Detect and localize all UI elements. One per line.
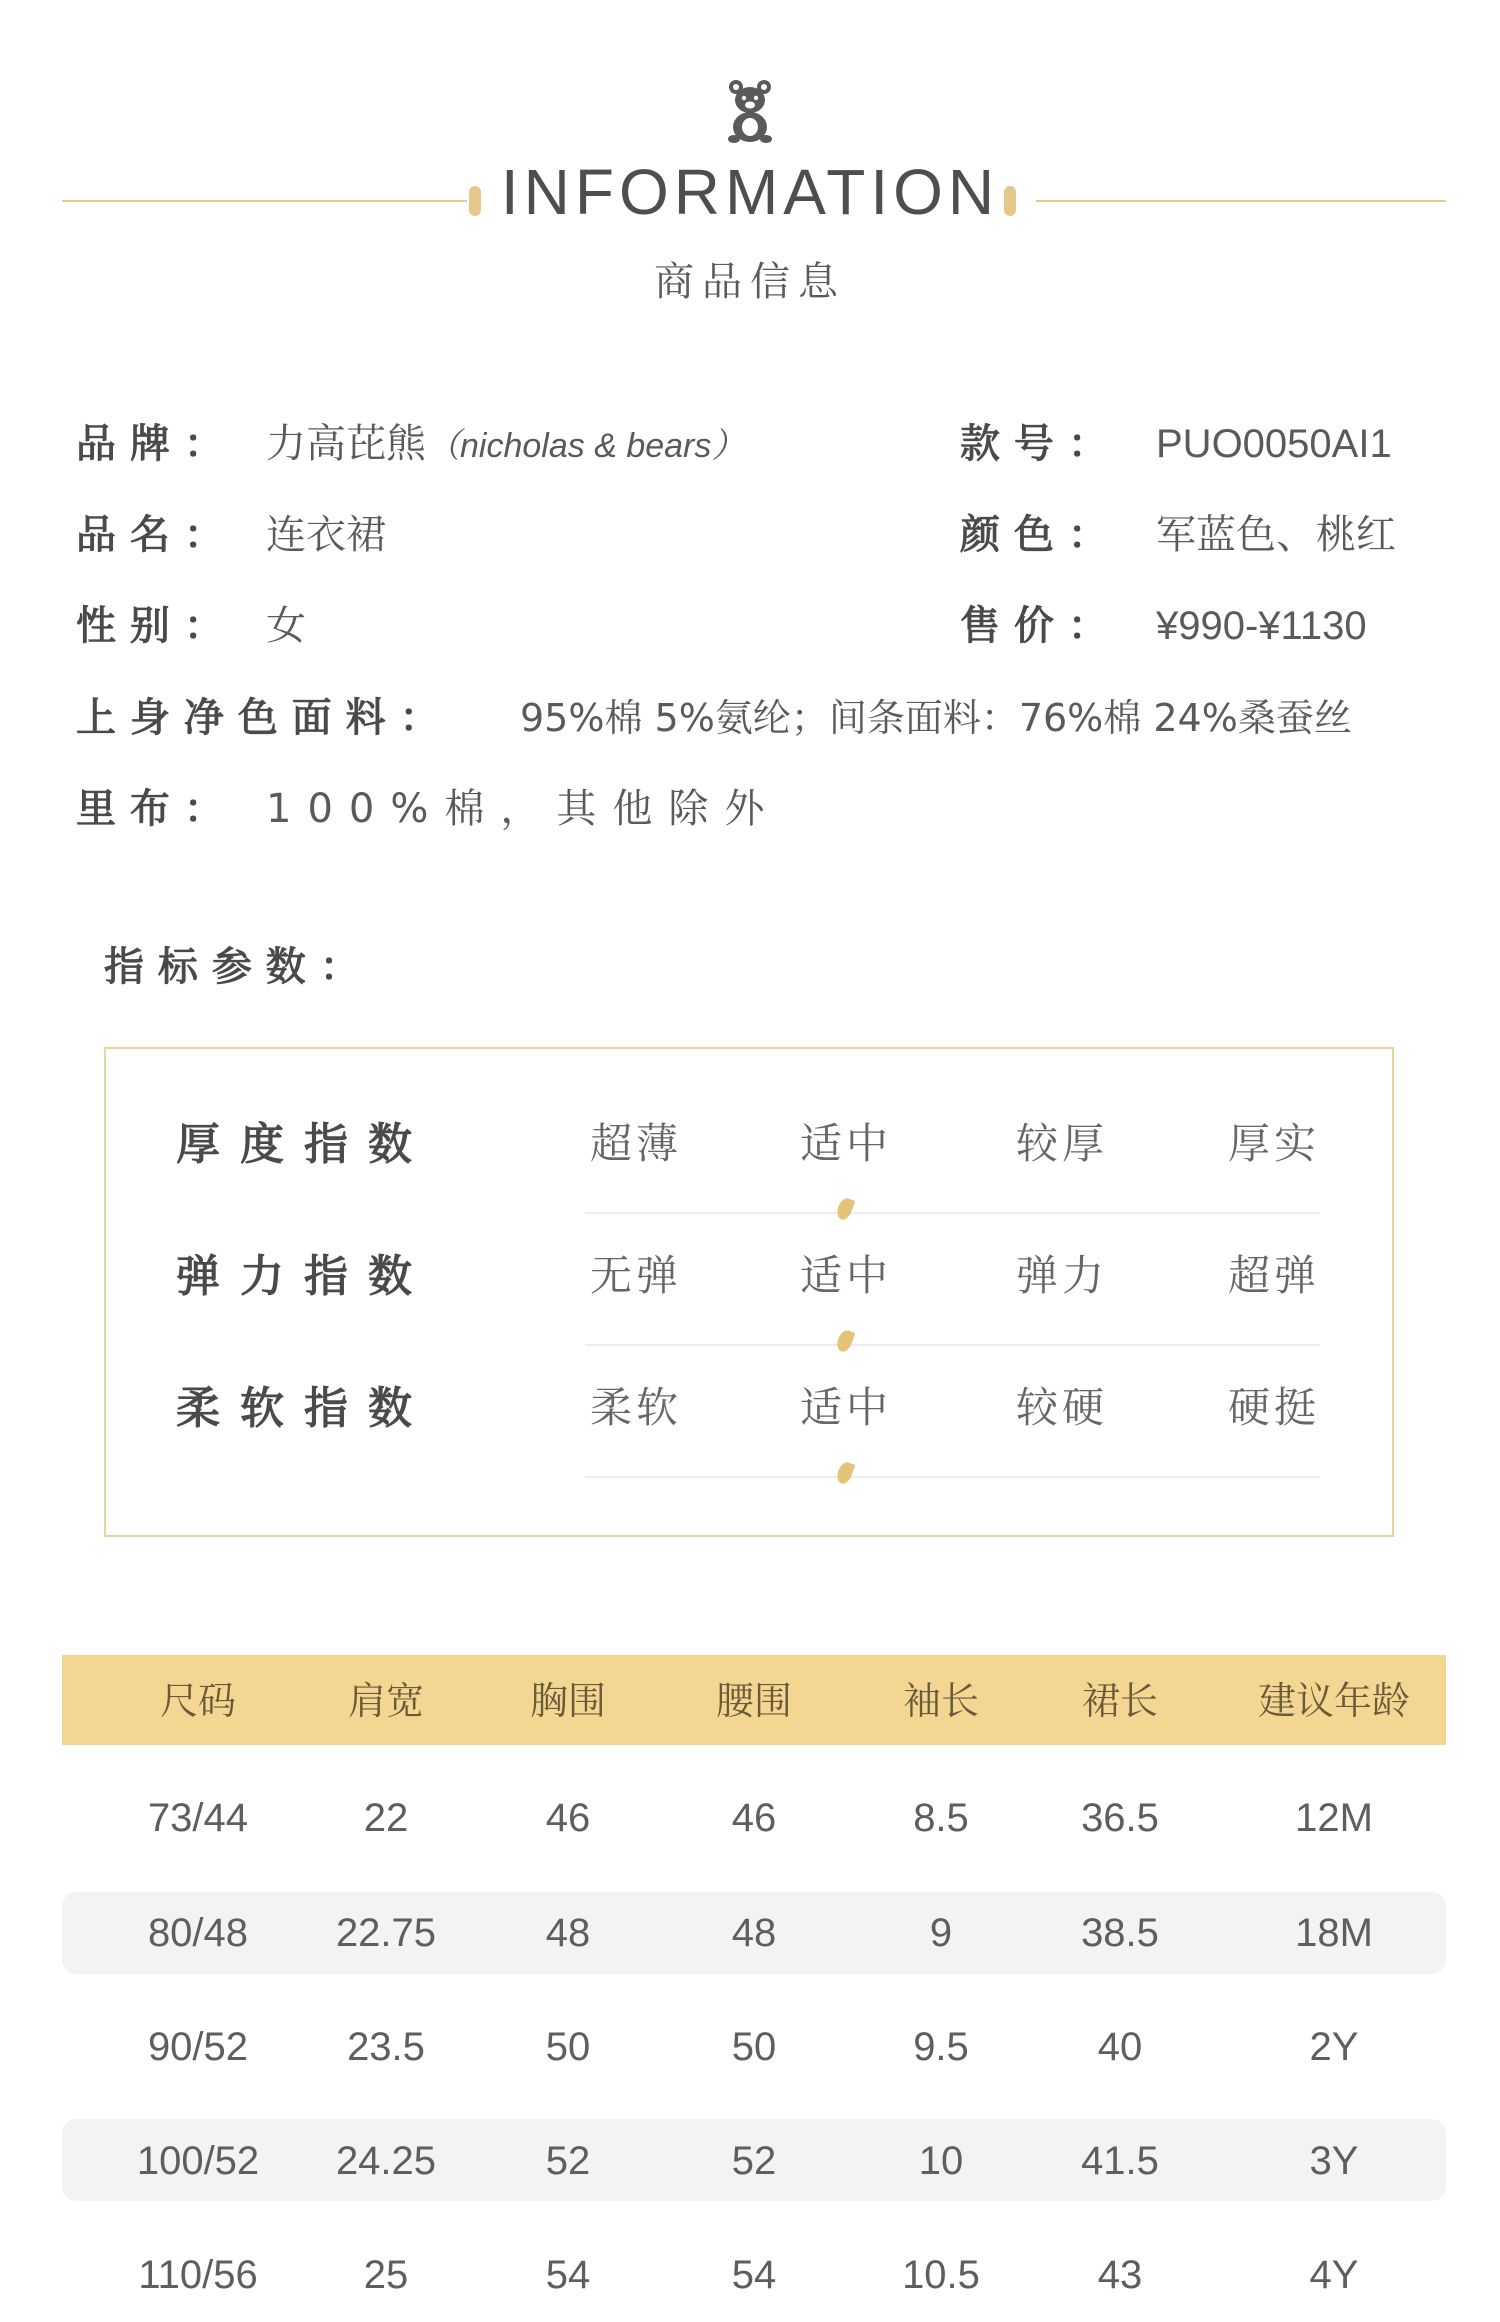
- table-cell: 48: [731, 1911, 777, 1955]
- price-label: 售 价 ：: [960, 603, 1108, 649]
- name-label: 品 名 ：: [76, 512, 224, 558]
- brand-value: 力高芘熊: [266, 421, 426, 467]
- name-value: 连衣裙: [266, 512, 386, 558]
- table-cell: 52: [731, 2139, 777, 2183]
- softness-scale-line: [585, 1476, 1320, 1478]
- brand-row: [76, 421, 746, 467]
- elasticity-option: 无弹: [589, 1251, 682, 1300]
- table-header-cell: 裙长: [1081, 1679, 1158, 1723]
- thickness-option: 超薄: [589, 1119, 682, 1168]
- table-header-cell: 袖长: [902, 1679, 979, 1723]
- thickness-option: 较厚: [1015, 1119, 1108, 1168]
- bear-logo-icon: [724, 78, 776, 144]
- lining-label: 里 布 ：: [76, 786, 224, 832]
- table-cell: 73/44: [147, 1796, 249, 1840]
- table-cell: 100/52: [136, 2139, 260, 2183]
- style-value: PUO0050AI1: [1156, 422, 1392, 466]
- page-title-cn: 商品信息: [654, 259, 846, 305]
- elasticity-label: 弹力指数: [176, 1251, 432, 1302]
- color-label: 颜 色 ：: [960, 512, 1108, 558]
- header-divider-right: [1036, 200, 1446, 202]
- softness-label: 柔软指数: [176, 1383, 432, 1434]
- table-header-cell: 胸围: [529, 1679, 606, 1723]
- table-cell: 12M: [1295, 1796, 1373, 1840]
- softness-option: 适中: [799, 1383, 892, 1432]
- table-cell: 8.5: [913, 1796, 969, 1840]
- table-cell: 43: [1097, 2253, 1143, 2297]
- table-cell: 24.25: [335, 2139, 437, 2183]
- fabric-label: 上 身 净 色 面 料 ：: [76, 695, 440, 741]
- name-row: [76, 512, 386, 558]
- gender-label: 性 别 ：: [76, 603, 224, 649]
- table-cell: 25: [363, 2253, 409, 2297]
- table-cell: 110/56: [138, 2253, 258, 2297]
- table-cell: 50: [545, 2025, 591, 2069]
- fabric-value: 95%棉 5%氨纶；间条面料：76%棉 24%桑蚕丝: [520, 696, 1352, 740]
- softness-option: 较硬: [1015, 1383, 1108, 1432]
- table-cell: 9: [929, 1911, 953, 1955]
- gender-value: 女: [266, 603, 306, 649]
- header-ornament-right: [1004, 186, 1016, 216]
- table-cell: 54: [545, 2253, 591, 2297]
- table-header-cell: 建议年龄: [1257, 1679, 1410, 1723]
- thickness-option: 适中: [799, 1119, 892, 1168]
- thickness-option: 厚实: [1227, 1119, 1320, 1168]
- table-cell: 46: [731, 1796, 777, 1840]
- table-cell: 36.5: [1081, 1796, 1159, 1840]
- table-cell: 38.5: [1081, 1911, 1159, 1955]
- brand-label: 品 牌 ：: [76, 421, 224, 467]
- table-cell: 4Y: [1309, 2253, 1359, 2297]
- lining-row: [76, 786, 781, 832]
- style-row: [960, 421, 1392, 467]
- indicators-title: 指 标 参 数 ：: [104, 944, 360, 990]
- softness-option: 硬挺: [1227, 1383, 1320, 1432]
- elasticity-option: 适中: [799, 1251, 892, 1300]
- thickness-label: 厚度指数: [176, 1119, 432, 1170]
- table-cell: 3Y: [1309, 2139, 1359, 2183]
- page-title-en: INFORMATION: [500, 156, 1000, 228]
- table-cell: 80/48: [147, 1911, 249, 1955]
- table-cell: 54: [731, 2253, 777, 2297]
- table-cell: 22: [363, 1796, 409, 1840]
- color-row: [960, 512, 1396, 558]
- elasticity-option: 超弹: [1227, 1251, 1320, 1300]
- table-cell: 46: [545, 1796, 591, 1840]
- table-cell: 22.75: [335, 1911, 437, 1955]
- color-value: 军蓝色、桃红: [1156, 512, 1396, 558]
- elasticity-scale-line: [585, 1344, 1320, 1346]
- price-row: [960, 603, 1367, 649]
- thickness-scale-line: [585, 1212, 1320, 1214]
- lining-value: 100%棉，其他除外: [266, 786, 781, 832]
- table-cell: 90/52: [147, 2025, 249, 2069]
- brand-english: （nicholas & bears）: [426, 427, 746, 465]
- fabric-row: [76, 695, 1352, 741]
- table-cell: 18M: [1295, 1911, 1373, 1955]
- gender-row: [76, 603, 306, 649]
- price-value: ¥990-¥1130: [1156, 604, 1367, 648]
- table-cell: 9.5: [913, 2025, 969, 2069]
- softness-option: 柔软: [589, 1383, 682, 1432]
- table-cell: 50: [731, 2025, 777, 2069]
- table-cell: 40: [1097, 2025, 1143, 2069]
- table-cell: 10: [918, 2139, 964, 2183]
- table-cell: 52: [545, 2139, 591, 2183]
- table-header-cell: 尺码: [159, 1679, 236, 1723]
- style-label: 款 号 ：: [960, 421, 1108, 467]
- table-cell: 23.5: [347, 2025, 425, 2069]
- table-cell: 10.5: [902, 2253, 980, 2297]
- table-cell: 41.5: [1081, 2139, 1159, 2183]
- table-header-cell: 腰围: [715, 1679, 792, 1723]
- table-header-cell: 肩宽: [347, 1679, 424, 1723]
- table-cell: 2Y: [1309, 2025, 1359, 2069]
- table-cell: 48: [545, 1911, 591, 1955]
- elasticity-option: 弹力: [1015, 1251, 1108, 1300]
